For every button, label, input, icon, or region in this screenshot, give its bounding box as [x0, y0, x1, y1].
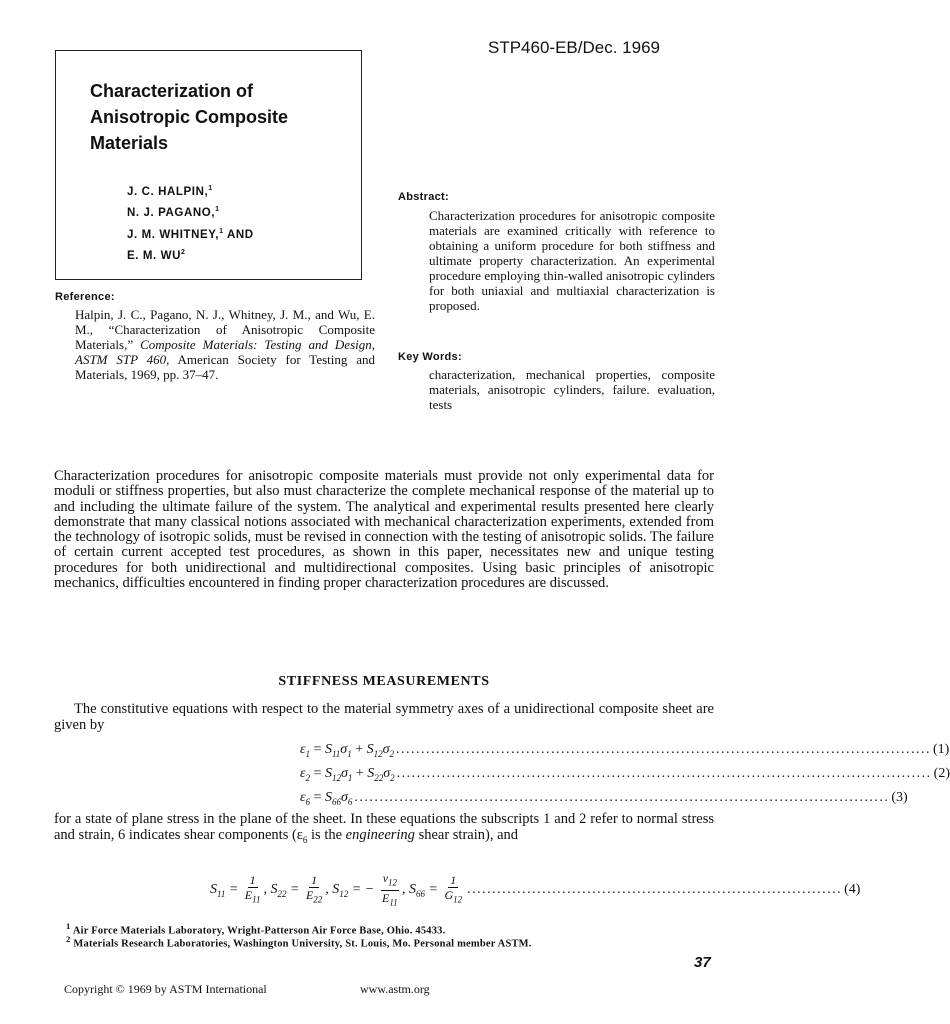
section-heading: STIFFNESS MEASUREMENTS [278, 674, 490, 689]
abstract-text: Characterization procedures for anisotropic composite materials are examined critically with reference to obtaining a uniform procedure for both stiffness and ultimate property characterization. An experimental procedure employing thin-walled anisotropic cylinders for both uniaxial and multiaxial characterization is proposed. [429, 208, 715, 313]
equation-number: (1) [933, 742, 950, 757]
section-paragraph-2: for a state of plane stress in the plane of the sheet. In these equations the subscripts 1 and 2 refer to normal stress and strain, 6 indicates shear components ($\varepsilon_6$ is the engineering shear strain), and [54, 811, 714, 845]
document-id: STP460-EB/Dec. 1969 [488, 38, 660, 57]
intro-paragraph: Characterization procedures for anisotropic composite materials must provide not only experimental data for moduli or stiffness properties, but also must characterize the complete mechanical response of the material up to and including the ultimate failure of the system. The analytical and experimental results presented here clearly demonstrate that many classical notions associated with mechanical characterization experiments, extended from the technology of isotropic solids, must be revised in connection with the testing of anisotropic solids. The failure of certain current accepted test procedures, as shown in this paper, necessitates new and unique testing procedures for both unidirectional and multidirectional composites. Using basic principles of anisotropic mechanics, difficulties encountered in finding proper characterization procedures are discussed. [54, 468, 714, 592]
copyright-notice: Copyright © 1969 by ASTM International [64, 982, 267, 996]
author-list [127, 180, 254, 265]
reference-text: Halpin, J. C., Pagano, N. J., Whitney, J. M., and Wu, E. M., “Characterization of Anisotropic Composite Materials,” Composite Materials: Testing and Design, ASTM STP 460, American Society for Testing and Materials, 1969, pp. 37–47. [75, 307, 375, 382]
equation-1: $\varepsilon_1 = S_{11}\sigma_1 + S_{12}\sigma_2$ ........................................................................................................... (1) [300, 742, 950, 759]
author-item: J. C. HALPIN,$^1$ [127, 185, 213, 198]
reference-heading: Reference: [55, 291, 115, 303]
website-link[interactable]: www.astm.org [360, 982, 430, 996]
keywords-text: characterization, mechanical properties, composite materials, anisotropic cylinders, failure. evaluation, tests [429, 367, 715, 412]
equation-number: (2) [933, 766, 950, 781]
abstract-heading: Abstract: [398, 191, 449, 203]
equation-3: $\varepsilon_6 = S_{66}\sigma_6$ ........................................................................................................... (3) [300, 790, 908, 807]
equation-number: (3) [891, 790, 908, 805]
author-item: J. M. WHITNEY,$^1$ AND [127, 227, 254, 241]
author-item: N. J. PAGANO,$^1$ [127, 206, 220, 220]
keywords-heading: Key Words: [398, 351, 462, 363]
page-number: 37 [694, 954, 711, 971]
section-paragraph: The constitutive equations with respect to the material symmetry axes of a unidirectional composite sheet are given by [54, 701, 714, 733]
author-item: E. M. $WU^2$ [127, 248, 186, 262]
equation-4: $S_{11}$ = $\frac{1}{E_{11}}$ , $S_{22}$ = $\frac{1}{E_{22}}$ , $S_{12}$ = − $\frac{\nu_{12}}{E_{11}}$ , $S_{66}$ = $\frac{1}{G_{12}}$ ........................................................................... (4) [210, 871, 861, 907]
paper-title: Characterization of Anisotropic Composite Materials [90, 81, 289, 153]
equation-number: (4) [844, 882, 861, 897]
footnote: $^1$ Air Force Materials Laboratory, Wright-Patterson Air Force Base, Ohio. 45433. [66, 921, 446, 937]
footnote: $^2$ Materials Research Laboratories, Washington University, St. Louis, Mo. Personal member ASTM. [66, 934, 532, 950]
equation-2: $\varepsilon_2 = S_{12}\sigma_1 + S_{22}\sigma_2$ ........................................................................................................... (2) [300, 766, 950, 783]
